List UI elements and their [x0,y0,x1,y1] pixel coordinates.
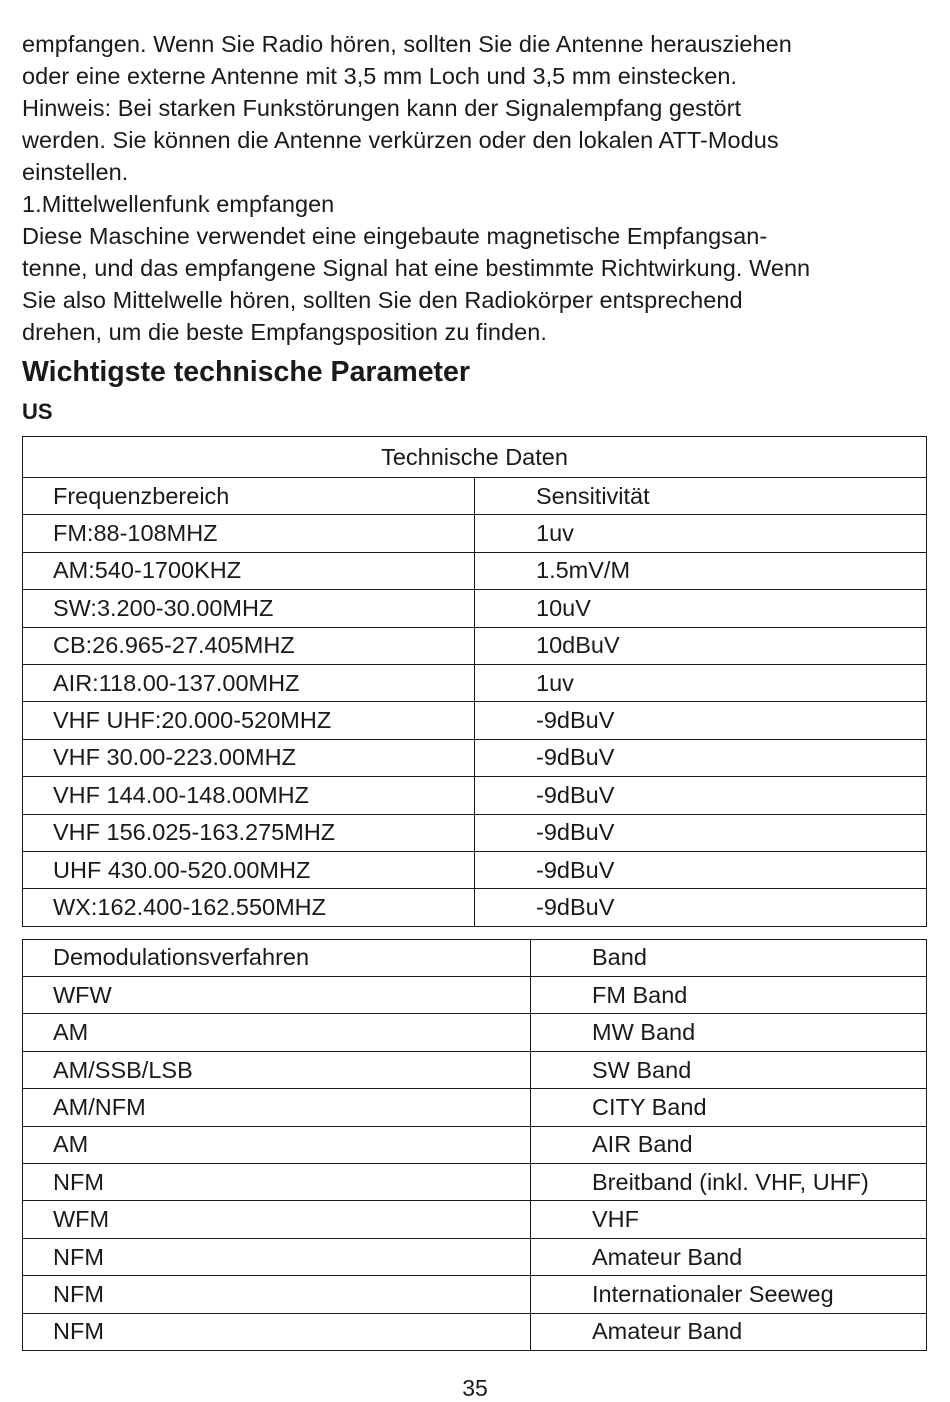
demodulation-cell: WFW [23,977,531,1014]
band-cell: VHF [531,1201,927,1238]
sensitivity-cell: 10uV [475,590,927,627]
mode-table-row [23,1014,927,1051]
column-header-frequency: Frequenzbereich [23,478,475,515]
page-number: 35 [462,1375,488,1401]
sensitivity-cell: 1uv [475,664,927,701]
sensitivity-cell: 1.5mV/M [475,552,927,589]
spec-table-title-row [23,437,927,478]
paragraph-line: drehen, um die beste Empfangsposition zu finden. [22,319,547,345]
mode-table-row [23,1201,927,1238]
demodulation-cell: AM [23,1126,531,1163]
spec-table-title: Technische Daten [23,437,927,478]
band-cell: CITY Band [531,1089,927,1126]
sensitivity-cell: 10dBuV [475,627,927,664]
mode-table [22,939,927,1351]
band-cell: Amateur Band [531,1313,927,1350]
paragraph-line: Hinweis: Bei starken Funkstörungen kann der Signalempfang gestört [22,95,742,121]
demodulation-cell: AM/SSB/LSB [23,1051,531,1088]
mode-table-row [23,1051,927,1088]
sensitivity-cell: -9dBuV [475,814,927,851]
spec-table-row [23,702,927,739]
mode-table-row [23,1089,927,1126]
mode-table-row [23,977,927,1014]
frequency-cell: VHF 144.00-148.00MHZ [23,777,475,814]
paragraph-line: einstellen. [22,159,129,185]
paragraph-line: oder eine externe Antenne mit 3,5 mm Loch und 3,5 mm einstecken. [22,63,738,89]
sensitivity-cell: -9dBuV [475,851,927,888]
band-cell: SW Band [531,1051,927,1088]
frequency-cell: VHF 30.00-223.00MHZ [23,739,475,776]
demodulation-cell: AM [23,1014,531,1051]
sensitivity-cell: -9dBuV [475,889,927,926]
mode-table-row [23,1238,927,1275]
frequency-cell: UHF 430.00-520.00MHZ [23,851,475,888]
demodulation-cell: NFM [23,1276,531,1313]
region-label: US [22,399,53,424]
spec-table-row [23,627,927,664]
band-cell: MW Band [531,1014,927,1051]
column-header-demodulation: Demodulationsverfahren [23,939,531,976]
band-cell: Amateur Band [531,1238,927,1275]
paragraph-line: Sie also Mittelwelle hören, sollten Sie den Radiokörper entsprechend [22,287,743,313]
sensitivity-cell: -9dBuV [475,702,927,739]
spec-table [22,436,927,927]
band-cell: Internationaler Seeweg [531,1276,927,1313]
spec-table-row [23,515,927,552]
mode-table-row [23,1276,927,1313]
demodulation-cell: NFM [23,1313,531,1350]
spec-table-row [23,739,927,776]
spec-table-row [23,814,927,851]
frequency-cell: FM:88-108MHZ [23,515,475,552]
mode-table-row [23,1313,927,1350]
spec-table-row [23,664,927,701]
paragraph-line: Diese Maschine verwendet eine eingebaute magnetische Empfangsan- [22,223,768,249]
frequency-cell: VHF 156.025-163.275MHZ [23,814,475,851]
spec-table-header-row [23,478,927,515]
band-cell: AIR Band [531,1126,927,1163]
frequency-cell: VHF UHF:20.000-520MHZ [23,702,475,739]
mode-table-row [23,1126,927,1163]
paragraph-line: tenne, und das empfangene Signal hat eine bestimmte Richtwirkung. Wenn [22,255,811,281]
demodulation-cell: NFM [23,1238,531,1275]
spec-table-row [23,590,927,627]
paragraph-line: empfangen. Wenn Sie Radio hören, sollten Sie die Antenne herausziehen [22,31,792,57]
mode-table-header-row [23,939,927,976]
column-header-band: Band [531,939,927,976]
column-header-sensitivity: Sensitivität [475,478,927,515]
frequency-cell: CB:26.965-27.405MHZ [23,627,475,664]
sensitivity-cell: -9dBuV [475,777,927,814]
intro-paragraph [22,28,928,348]
spec-table-row [23,851,927,888]
paragraph-line: 1.Mittelwellenfunk empfangen [22,191,335,217]
frequency-cell: AM:540-1700KHZ [23,552,475,589]
manual-page [22,28,928,1351]
sensitivity-cell: 1uv [475,515,927,552]
demodulation-cell: AM/NFM [23,1089,531,1126]
band-cell: Breitband (inkl. VHF, UHF) [531,1164,927,1201]
sensitivity-cell: -9dBuV [475,739,927,776]
frequency-cell: WX:162.400-162.550MHZ [23,889,475,926]
spec-table-row [23,552,927,589]
frequency-cell: SW:3.200-30.00MHZ [23,590,475,627]
frequency-cell: AIR:118.00-137.00MHZ [23,664,475,701]
spec-table-row [23,889,927,926]
demodulation-cell: NFM [23,1164,531,1201]
section-heading: Wichtigste technische Parameter [22,356,470,388]
demodulation-cell: WFM [23,1201,531,1238]
paragraph-line: werden. Sie können die Antenne verkürzen oder den lokalen ATT-Modus [22,127,779,153]
mode-table-row [23,1164,927,1201]
spec-table-row [23,777,927,814]
band-cell: FM Band [531,977,927,1014]
